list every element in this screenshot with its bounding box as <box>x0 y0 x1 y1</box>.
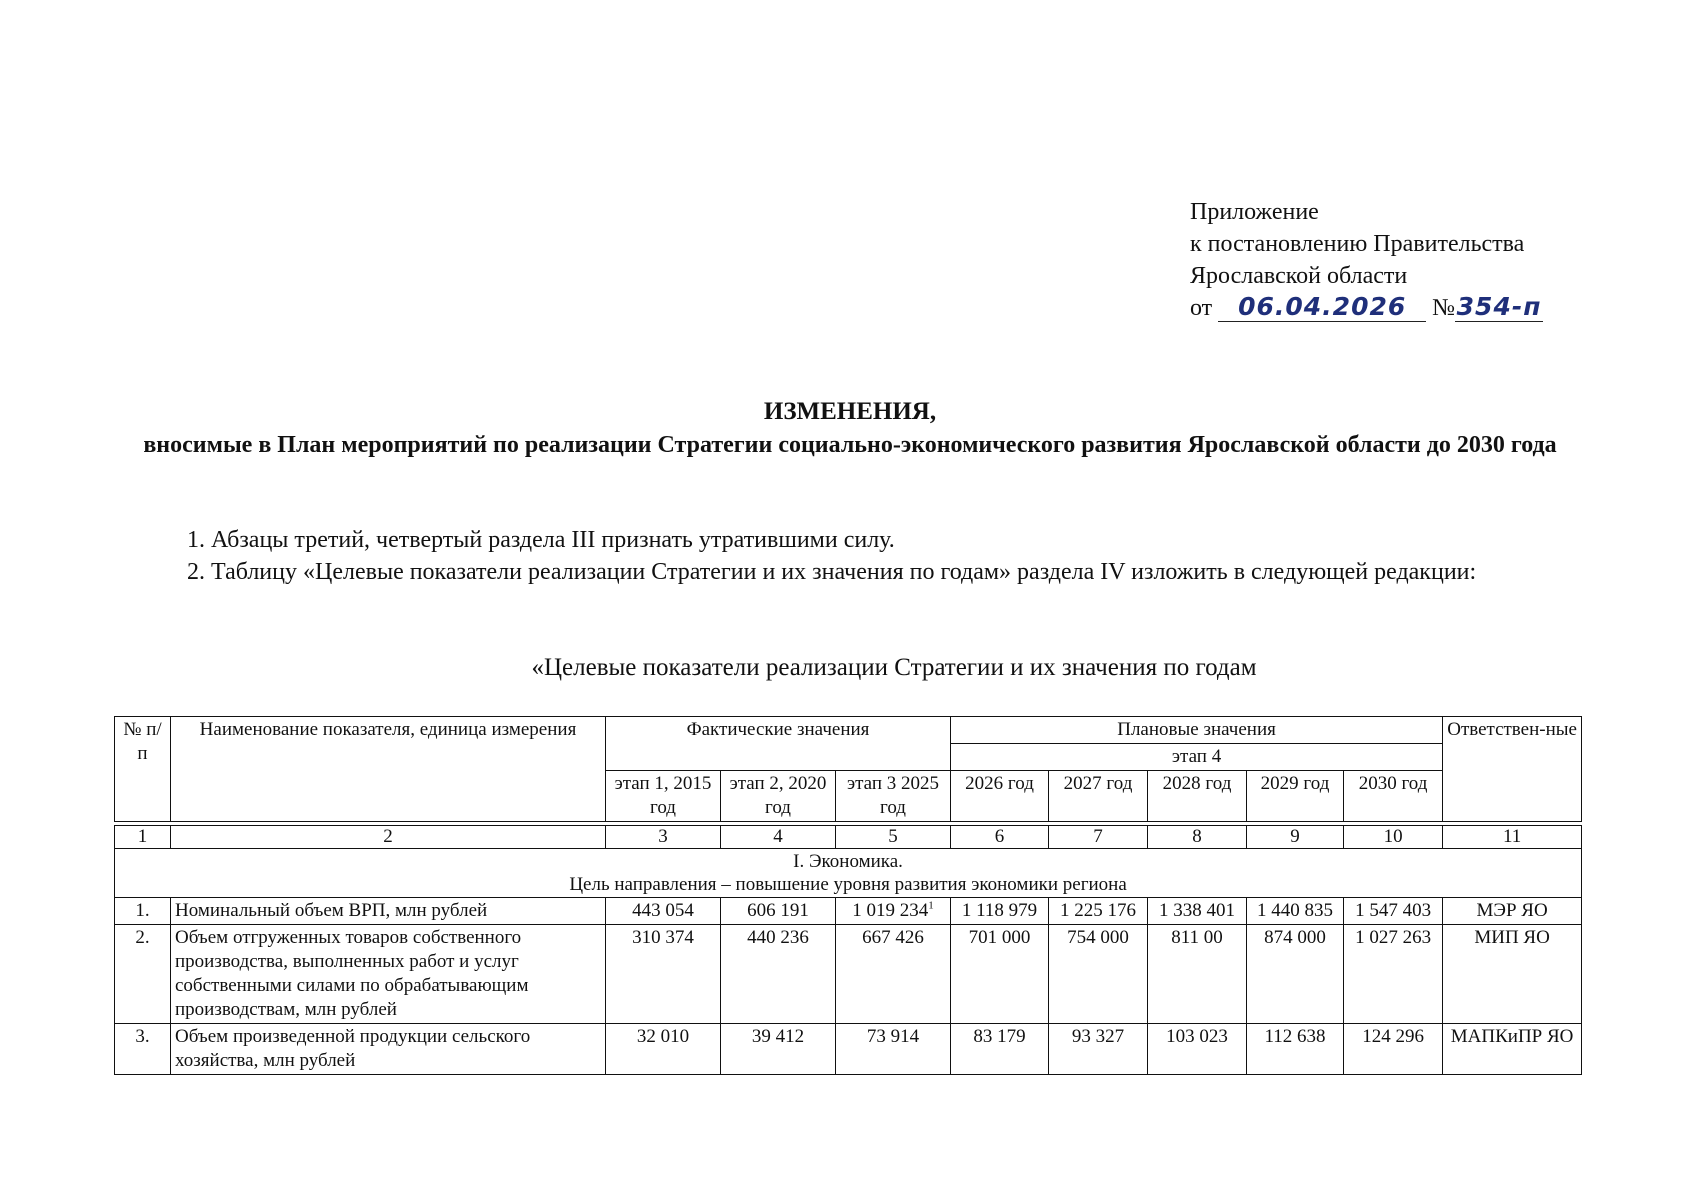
col-index: 9 <box>1247 826 1344 849</box>
value-2015: 443 054 <box>606 898 721 925</box>
responsible: МИП ЯО <box>1443 925 1582 1024</box>
section-goal: Цель направления – повышение уровня развития экономики региона <box>569 874 1127 895</box>
value-2015: 32 010 <box>606 1024 721 1075</box>
col-index: 8 <box>1148 826 1247 849</box>
col-index: 4 <box>721 826 836 849</box>
section-title: I. Экономика. <box>793 851 903 872</box>
col-index: 11 <box>1443 826 1582 849</box>
col-index: 5 <box>836 826 951 849</box>
value-2029: 112 638 <box>1247 1024 1344 1075</box>
row-name: Объем произведенной продукции сельского хозяйства, млн рублей <box>171 1024 606 1075</box>
value-2030: 124 296 <box>1344 1024 1443 1075</box>
responsible: МЭР ЯО <box>1443 898 1582 925</box>
appendix-region: Ярославской области <box>1190 263 1408 289</box>
value-2028: 1 338 401 <box>1148 898 1247 925</box>
value-2020: 39 412 <box>721 1024 836 1075</box>
value-2028: 811 00 <box>1148 925 1247 1024</box>
appendix-block <box>1190 196 1543 324</box>
col-index: 6 <box>951 826 1049 849</box>
number-prefix: № <box>1432 295 1456 321</box>
section-cell <box>115 849 1582 898</box>
column-index-row <box>115 826 1582 849</box>
header-2030: 2030 год <box>1344 771 1443 822</box>
footnote-mark: 1 <box>928 899 934 912</box>
col-index: 2 <box>171 826 606 849</box>
value-2027: 754 000 <box>1049 925 1148 1024</box>
date-prefix: от <box>1190 295 1213 321</box>
appendix-title: Приложение <box>1190 199 1319 225</box>
paragraph-2: 2. Таблицу «Целевые показатели реализации Стратегии и их значения по годам» раздела IV изложить в следующей редакции: <box>187 559 1477 585</box>
row-num: 3. <box>115 1024 171 1075</box>
value-2030: 1 547 403 <box>1344 898 1443 925</box>
header-planned: Плановые значения <box>951 717 1443 744</box>
table-header-row-1 <box>115 717 1582 744</box>
header-stage3: этап 3 2025 год <box>836 771 951 822</box>
header-2028: 2028 год <box>1148 771 1247 822</box>
value-2029: 1 440 835 <box>1247 898 1344 925</box>
value-2030: 1 027 263 <box>1344 925 1443 1024</box>
value-2025: 1 019 234 <box>852 900 929 921</box>
value-2025: 667 426 <box>836 925 951 1024</box>
value-2026: 83 179 <box>951 1024 1049 1075</box>
value-2027: 93 327 <box>1049 1024 1148 1075</box>
responsible: МАПКиПР ЯО <box>1443 1024 1582 1075</box>
table-row <box>115 898 1582 925</box>
col-index: 3 <box>606 826 721 849</box>
value-2029: 874 000 <box>1247 925 1344 1024</box>
value-2027: 1 225 176 <box>1049 898 1148 925</box>
header-2026: 2026 год <box>951 771 1049 822</box>
value-2015: 310 374 <box>606 925 721 1024</box>
value-2026: 701 000 <box>951 925 1049 1024</box>
row-num: 1. <box>115 898 171 925</box>
header-responsible: Ответствен-ные <box>1443 717 1582 822</box>
table-caption: «Целевые показатели реализации Стратегии и их значения по годам <box>531 654 1257 681</box>
value-2026: 1 118 979 <box>951 898 1049 925</box>
paragraph-1: 1. Абзацы третий, четвертый раздела III признать утратившими силу. <box>187 527 895 553</box>
value-2028: 103 023 <box>1148 1024 1247 1075</box>
value-2025-cell <box>836 898 951 925</box>
header-num: № п/п <box>115 717 171 822</box>
handwritten-number: 354-п <box>1456 292 1542 321</box>
header-2029: 2029 год <box>1247 771 1344 822</box>
header-actual: Фактические значения <box>606 717 951 771</box>
header-stage4: этап 4 <box>951 744 1443 771</box>
section-row <box>115 849 1582 898</box>
table-row <box>115 1024 1582 1075</box>
header-stage2: этап 2, 2020 год <box>721 771 836 822</box>
handwritten-date: 06.04.2026 <box>1218 293 1426 322</box>
col-index: 1 <box>115 826 171 849</box>
value-2020: 606 191 <box>721 898 836 925</box>
appendix-resolution: к постановлению Правительства <box>1190 231 1525 257</box>
row-num: 2. <box>115 925 171 1024</box>
col-index: 10 <box>1344 826 1443 849</box>
document-heading: ИЗМЕНЕНИЯ, <box>763 398 937 425</box>
indicators-table <box>114 716 1582 1075</box>
row-name: Объем отгруженных товаров собственного производства, выполненных работ и услуг собственными силами по обрабатывающим производствам, млн рублей <box>171 925 606 1024</box>
document-subheading: вносимые в План мероприятий по реализации Стратегии социально-экономического развития Ярославской области до 2030 года <box>143 432 1557 458</box>
table-row <box>115 925 1582 1024</box>
value-2020: 440 236 <box>721 925 836 1024</box>
row-name: Номинальный объем ВРП, млн рублей <box>171 898 606 925</box>
value-2025: 73 914 <box>836 1024 951 1075</box>
header-name: Наименование показателя, единица измерения <box>171 717 606 822</box>
col-index: 7 <box>1049 826 1148 849</box>
header-stage1: этап 1, 2015 год <box>606 771 721 822</box>
appendix-date-number <box>1190 292 1543 324</box>
header-2027: 2027 год <box>1049 771 1148 822</box>
